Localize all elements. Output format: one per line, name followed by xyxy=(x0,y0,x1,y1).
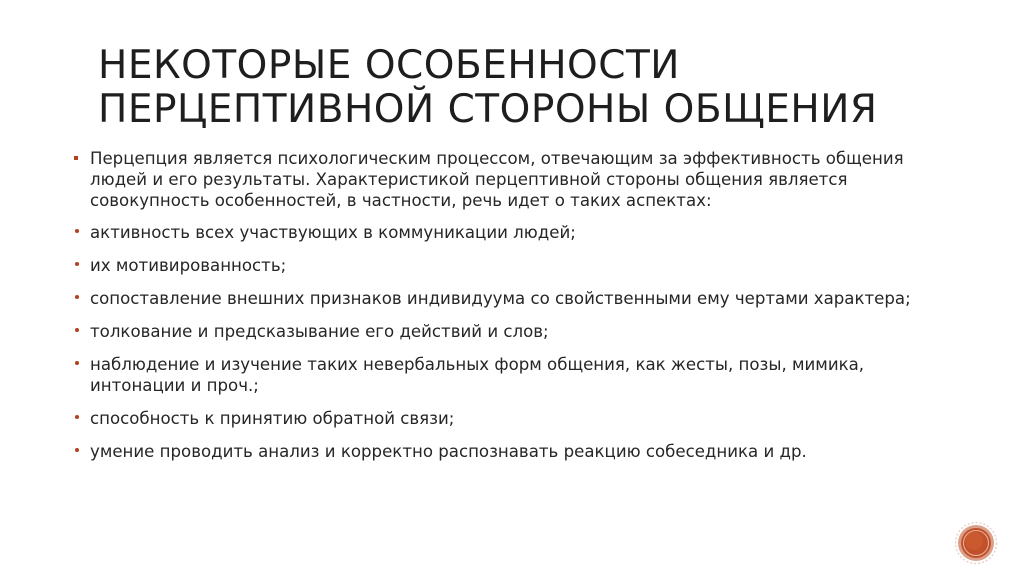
list-item xyxy=(74,148,954,211)
orange-circle-logo-icon xyxy=(954,521,998,565)
list-item-text: наблюдение и изучение таких невербальных форм общения, как жесты, позы, мимика, интонации и проч.; xyxy=(90,355,865,395)
list-item xyxy=(74,441,954,462)
dot-bullet-icon xyxy=(75,361,79,365)
slide-title xyxy=(98,44,958,132)
slide-title-line-1: НЕКОТОРЫЕ ОСОБЕННОСТИ xyxy=(98,43,680,88)
dot-bullet-icon xyxy=(75,229,79,233)
list-item-text: умение проводить анализ и корректно распознавать реакцию собеседника и др. xyxy=(90,442,807,461)
list-item xyxy=(74,354,954,396)
list-item-text: Перцепция является психологическим процессом, отвечающим за эффективность общения людей и его результаты. Характеристикой перцептивной стороны общения является совокупность особенностей, в частности, речь идет о таких аспектах: xyxy=(90,149,904,210)
list-item xyxy=(74,222,954,243)
dot-bullet-icon xyxy=(75,328,79,332)
list-item-text: сопоставление внешних признаков индивидуума со свойственными ему чертами характера; xyxy=(90,289,911,308)
list-item-text: толкование и предсказывание его действий и слов; xyxy=(90,322,549,341)
dot-bullet-icon xyxy=(75,448,79,452)
square-bullet-icon xyxy=(74,156,78,160)
dot-bullet-icon xyxy=(75,295,79,299)
list-item xyxy=(74,321,954,342)
bullet-list xyxy=(74,148,954,474)
list-item-text: их мотивированность; xyxy=(90,256,287,275)
slide-title-line-2: ПЕРЦЕПТИВНОЙ СТОРОНЫ ОБЩЕНИЯ xyxy=(98,87,878,132)
list-item-text: активность всех участвующих в коммуникации людей; xyxy=(90,223,576,242)
dot-bullet-icon xyxy=(75,415,79,419)
list-item xyxy=(74,408,954,429)
list-item xyxy=(74,255,954,276)
list-item-text: способность к принятию обратной связи; xyxy=(90,409,455,428)
list-item xyxy=(74,288,954,309)
dot-bullet-icon xyxy=(75,262,79,266)
